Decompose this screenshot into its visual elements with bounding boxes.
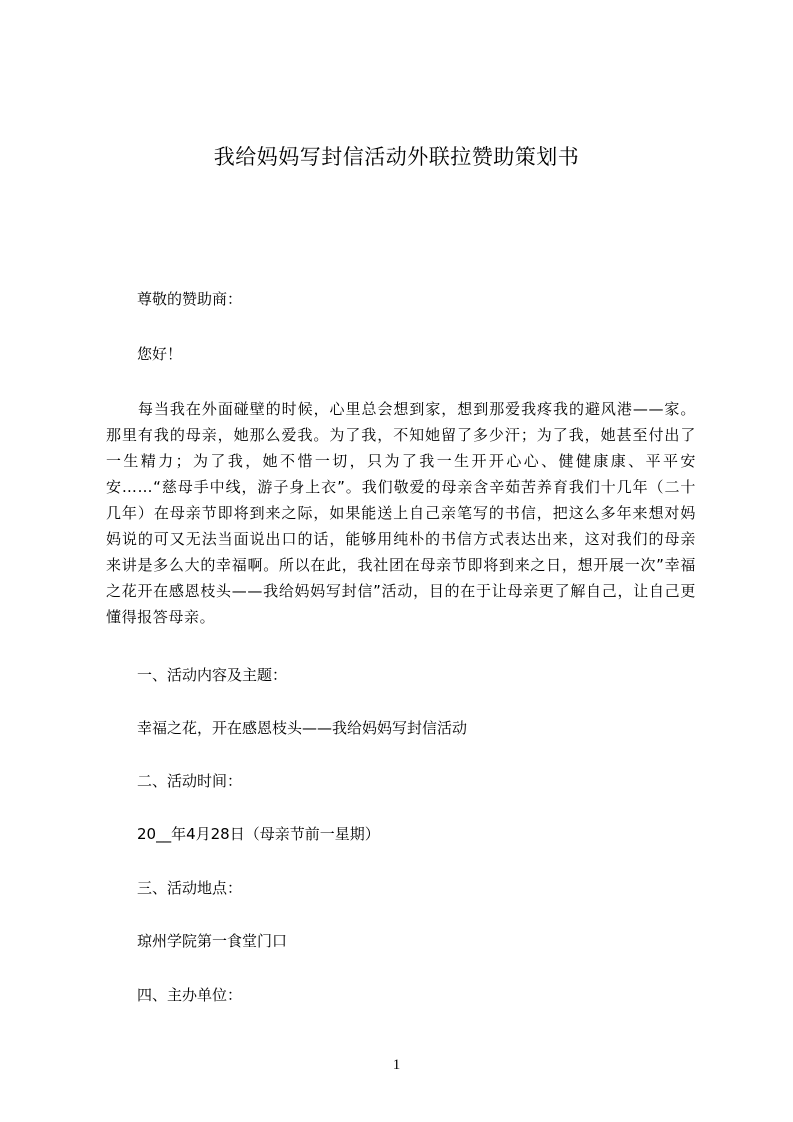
intro-paragraph: 每当我在外面碰壁的时候，心里总会想到家，想到那爱我疼我的避风港——家。那里有我的母亲，她那么爱我。为了我，不知她留了多少汗；为了我，她甚至付出了一生精力；为了我，她不惜一切，只为了我一生开开心心、健健康康、平平安安……“慈母手中线，游子身上衣”。我们敬爱的母亲含辛茹苦养育我们十几年（二十几年）在母亲节即将到来之际，如果能送上自己亲笔写的书信，把这么多年来想对妈妈说的可又无法当面说出口的话，能够用纯朴的书信方式表达出来，这对我们的母亲来讲是多么大的幸福啊。所以在此，我社团在母亲节即将到来之日，想开展一次”幸福之花开在感恩枝头——我给妈妈写封信”活动，目的在于让母亲更了解自己，让自己更懂得报答母亲。 (106, 400, 696, 626)
section-heading-time: 二、活动时间： (137, 772, 243, 790)
document-title: 我给妈妈写封信活动外联拉赞助策划书 (213, 145, 580, 169)
greeting: 您好！ (137, 345, 183, 363)
section-content-time: 20__年4月28日（母亲节前一星期） (137, 825, 380, 843)
salutation: 尊敬的赞助商： (137, 290, 243, 308)
section-heading-content-theme: 一、活动内容及主题： (137, 666, 288, 684)
page-number: 1 (392, 1057, 401, 1073)
section-heading-location: 三、活动地点： (137, 879, 243, 897)
section-heading-organizer: 四、主办单位： (137, 986, 243, 1004)
section-content-theme: 幸福之花，开在感恩枝头——我给妈妈写封信活动 (137, 719, 468, 737)
section-content-location: 琼州学院第一食堂门口 (137, 932, 288, 950)
